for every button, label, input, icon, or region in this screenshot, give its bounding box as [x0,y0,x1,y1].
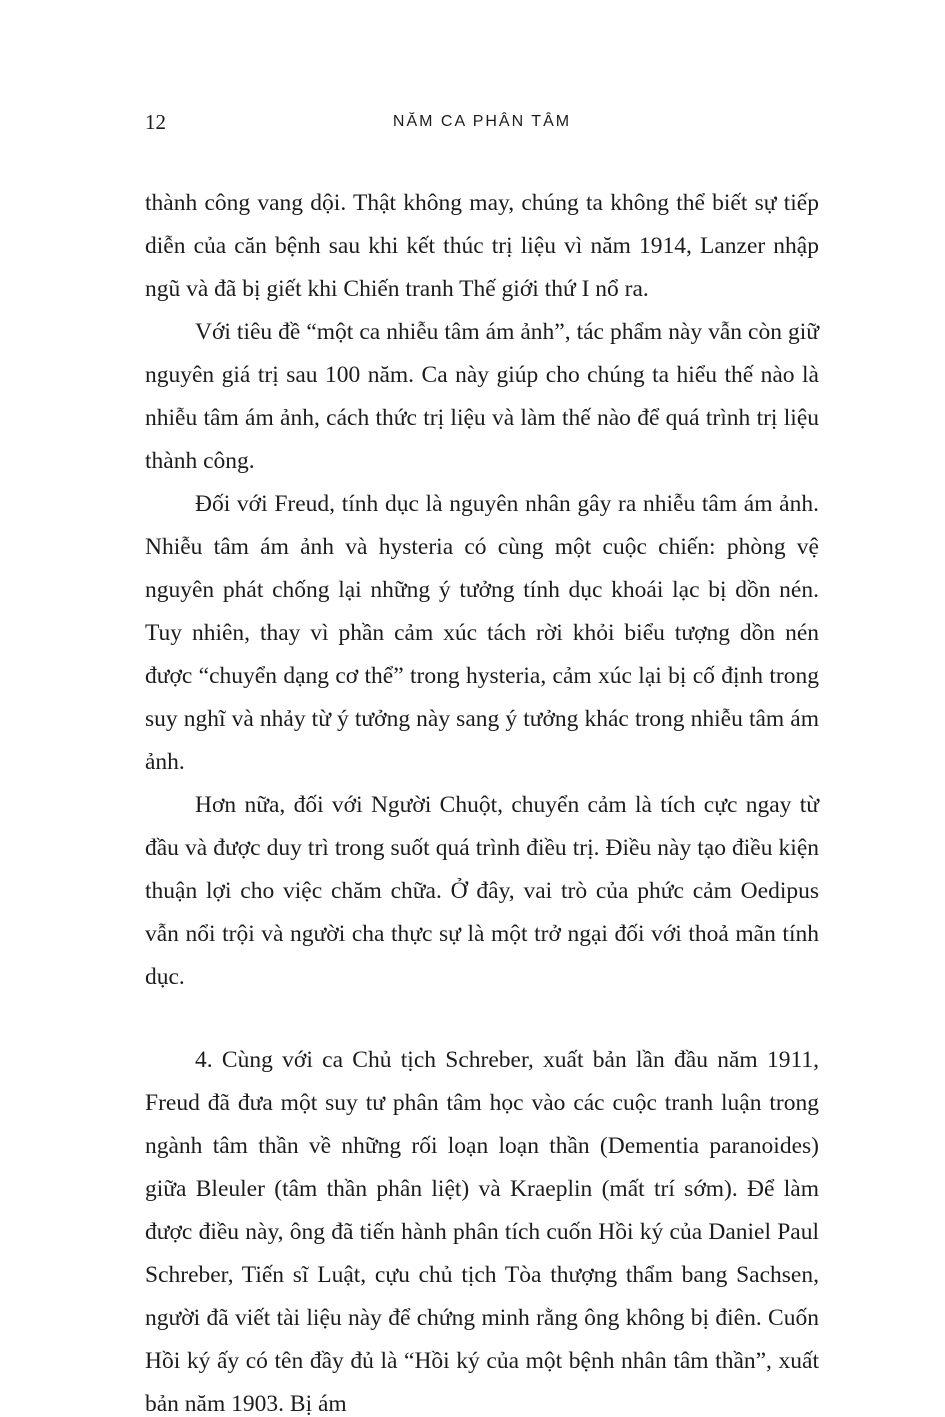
page-header [145,110,819,138]
paragraph-section-4: 4. Cùng với ca Chủ tịch Schreber, xuất bản lần đầu năm 1911, Freud đã đưa một suy tư phân tâm học vào các cuộc tranh luận trong ngành tâm thần về những rối loạn loạn thần (Dementia paranoides) giữa Bleuler (tâm thần phân liệt) và Kraeplin (mất trí sớm). Để làm được điều này, ông đã tiến hành phân tích cuốn Hồi ký của Daniel Paul Schreber, Tiến sĩ Luật, cựu chủ tịch Tòa thượng thẩm bang Sachsen, người đã viết tài liệu này để chứng minh rằng ông không bị điên. Cuốn Hồi ký ấy có tên đầy đủ là “Hồi ký của một bệnh nhân tâm thần”, xuất bản năm 1903. Bị ám [145,1047,819,1417]
paragraph: Với tiêu đề “một ca nhiễu tâm ám ảnh”, tác phẩm này vẫn còn giữ nguyên giá trị sau 100 năm. Ca này giúp cho chúng ta hiểu thế nào là nhiễu tâm ám ảnh, cách thức trị liệu và làm thế nào để quá trình trị liệu thành công. [145,319,819,474]
paragraph: Đối với Freud, tính dục là nguyên nhân gây ra nhiễu tâm ám ảnh. Nhiễu tâm ám ảnh và hysteria có cùng một cuộc chiến: phòng vệ nguyên phát chống lại những ý tưởng tính dục khoái lạc bị dồn nén. Tuy nhiên, thay vì phần cảm xúc tách rời khỏi biểu tượng dồn nén được “chuyển dạng cơ thể” trong hysteria, cảm xúc lại bị cố định trong suy nghĩ và nhảy từ ý tưởng này sang ý tưởng khác trong nhiễu tâm ám ảnh. [145,491,819,775]
page-number: 12 [145,110,166,134]
page-body [145,182,819,1417]
paragraph-continuation: thành công vang dội. Thật không may, chúng ta không thể biết sự tiếp diễn của căn bệnh sau khi kết thúc trị liệu vì năm 1914, Lanzer nhập ngũ và đã bị giết khi Chiến tranh Thế giới thứ I nổ ra. [145,190,819,302]
running-title: NĂM CA PHÂN TÂM [392,113,572,130]
paragraph: Hơn nữa, đối với Người Chuột, chuyển cảm là tích cực ngay từ đầu và được duy trì trong suốt quá trình điều trị. Điều này tạo điều kiện thuận lợi cho việc chăm chữa. Ở đây, vai trò của phức cảm Oedipus vẫn nổi trội và người cha thực sự là một trở ngại đối với thoả mãn tính dục. [145,792,819,990]
